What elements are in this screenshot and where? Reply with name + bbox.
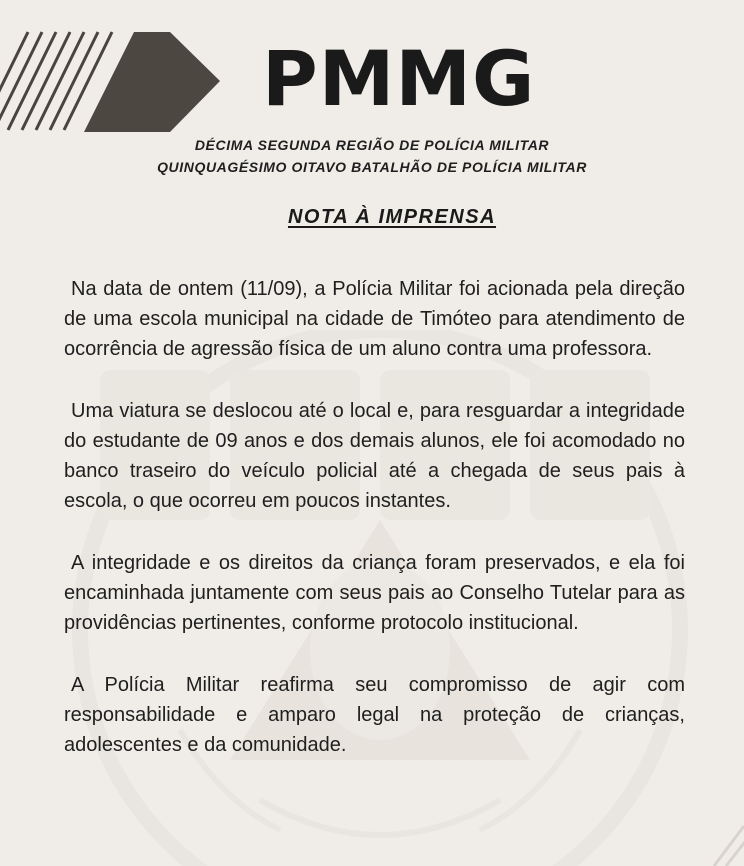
paragraph-2: Uma viatura se deslocou até o local e, para resguardar a integridade do estudante de 09 anos e dos demais alunos, ele foi acomodado no banco traseiro do veículo policial até a chegada de seus pais à escola, o que ocorreu em poucos instantes. bbox=[64, 400, 685, 512]
paragraph-4: A Polícia Militar reafirma seu compromisso de agir com responsabilidade e amparo legal na proteção de crianças, adolescentes e da comunidade. bbox=[64, 674, 685, 756]
document-title bbox=[0, 206, 744, 229]
stripes-arrow-decoration bbox=[0, 30, 222, 134]
battalion-subtitle: QUINQUAGÉSIMO OITAVO BATALHÃO DE POLÍCIA MILITAR bbox=[157, 159, 587, 175]
corner-stripes-decoration bbox=[704, 806, 744, 866]
paragraph-3: A integridade e os direitos da criança foram preservados, e ela foi encaminhada juntamente com seus pais ao Conselho Tutelar para as providências pertinentes, conforme protocolo institucional. bbox=[64, 552, 685, 634]
press-release-body bbox=[64, 274, 685, 792]
document-title-text: NOTA À IMPRENSA bbox=[287, 206, 497, 228]
pmmg-logo: PMMG bbox=[262, 34, 536, 123]
region-subtitle: DÉCIMA SEGUNDA REGIÃO DE POLÍCIA MILITAR bbox=[194, 137, 550, 153]
paragraph-1: Na data de ontem (11/09), a Polícia Militar foi acionada pela direção de uma escola municipal na cidade de Timóteo para atendimento de ocorrência de agressão física de um aluno contra uma professora. bbox=[64, 278, 685, 360]
